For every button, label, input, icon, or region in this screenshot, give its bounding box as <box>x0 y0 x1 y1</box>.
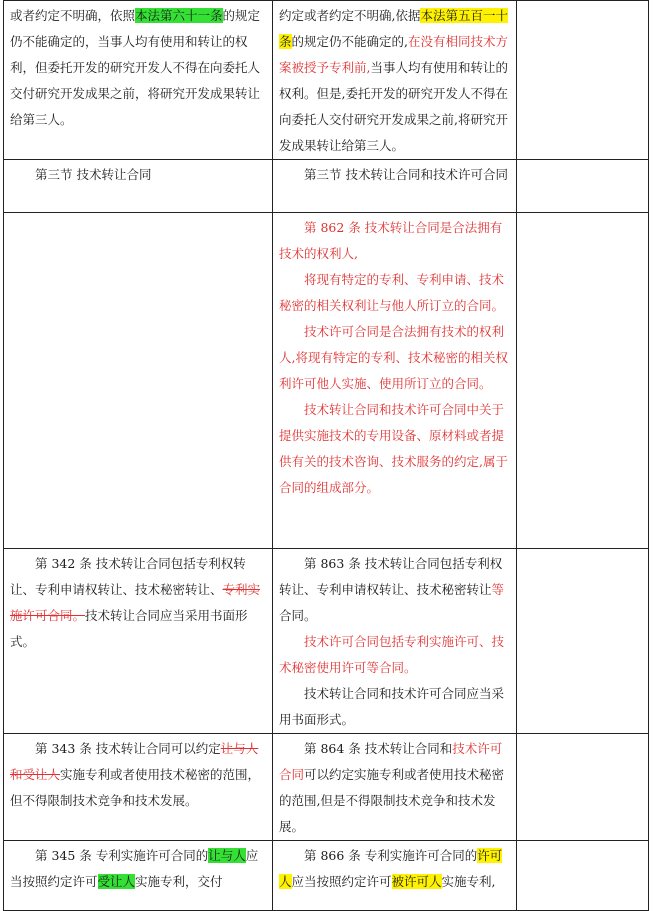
section-title: 第三节 技术转让合同 <box>35 167 152 182</box>
old-law-cell <box>4 734 273 841</box>
notes-cell <box>517 734 649 841</box>
old-law-cell <box>4 549 273 734</box>
article-345: 第 345 条 专利实施许可合同的让与人应当按照约定许可受让人实施专利，交付 <box>10 848 259 889</box>
table-row <box>4 1 649 160</box>
article-866: 第 866 条 专利实施许可合同的许可人应当按照约定许可被许可人实施专利, <box>279 848 503 889</box>
table-row <box>4 841 649 911</box>
table-row <box>4 160 649 213</box>
old-law-text: 或者约定不明确，依照本法第六十一条的规定仍不能确定的，当事人均有使用和转让的权利，但委托开发的研究开发人不得在向委托人交付研究开发成果之前，将研究开发成果转让给第三人。 <box>10 8 261 127</box>
article-862-para: 技术转让合同和技术许可合同中关于提供实施技术的专用设备、原材料或者提供有关的技术咨询、技术服务的约定,属于合同的组成部分。 <box>279 402 508 495</box>
notes-cell <box>517 213 649 549</box>
notes-cell <box>517 1 649 160</box>
table-row <box>4 549 649 734</box>
section-title: 第三节 技术转让合同和技术许可合同 <box>304 167 508 182</box>
article-342: 第 342 条 技术转让合同包括专利权转让、专利申请权转让、技术秘密转让、专利实施许可合同。技术转让合同应当采用书面形式。 <box>10 556 261 649</box>
old-law-cell <box>4 841 273 911</box>
article-863: 第 863 条 技术转让合同包括专利权转让、专利申请权转让、技术秘密转让等合同。 <box>279 556 505 623</box>
new-law-cell <box>273 549 517 734</box>
new-law-cell <box>273 213 517 549</box>
notes-cell <box>517 841 649 911</box>
new-law-cell <box>273 1 517 160</box>
article-863-para: 技术许可合同包括专利实施许可、技术秘密使用许可等合同。 <box>279 634 505 675</box>
new-law-cell <box>273 841 517 911</box>
new-law-text: 约定或者约定不明确,依据本法第五百一十条的规定仍不能确定的,在没有相同技术方案被授予专利前,当事人均有使用和转让的权利。但是,委托开发的研究开发人不得在向委托人交付研究开发成果之前,将研究开发成果转让给第三人。 <box>279 8 509 153</box>
article-862-para: 将现有特定的专利、专利申请、技术秘密的相关权利让与他人所订立的合同。 <box>279 272 505 313</box>
table-row <box>4 734 649 841</box>
comparison-table <box>3 0 649 911</box>
article-862-para: 技术许可合同是合法拥有技术的权利人,将现有特定的专利、技术秘密的相关权利许可他人实施、使用所订立的合同。 <box>279 324 508 391</box>
article-862: 第 862 条 技术转让合同是合法拥有技术的权利人, <box>279 220 503 261</box>
new-law-cell <box>273 734 517 841</box>
notes-cell <box>517 549 649 734</box>
notes-cell <box>517 160 649 213</box>
article-343: 第 343 条 技术转让合同可以约定让与人和受让人实施专利或者使用技术秘密的范围，但不得限制技术竞争和技术发展。 <box>10 741 261 808</box>
old-law-cell <box>4 1 273 160</box>
old-law-cell <box>4 213 273 549</box>
old-law-cell <box>4 160 273 213</box>
table-row <box>4 213 649 549</box>
article-863-para: 技术转让合同和技术许可合同应当采用书面形式。 <box>279 686 505 727</box>
article-864: 第 864 条 技术转让合同和技术许可合同可以约定实施专利或者使用技术秘密的范围,但是不得限制技术竞争和技术发展。 <box>279 741 505 834</box>
new-law-cell <box>273 160 517 213</box>
